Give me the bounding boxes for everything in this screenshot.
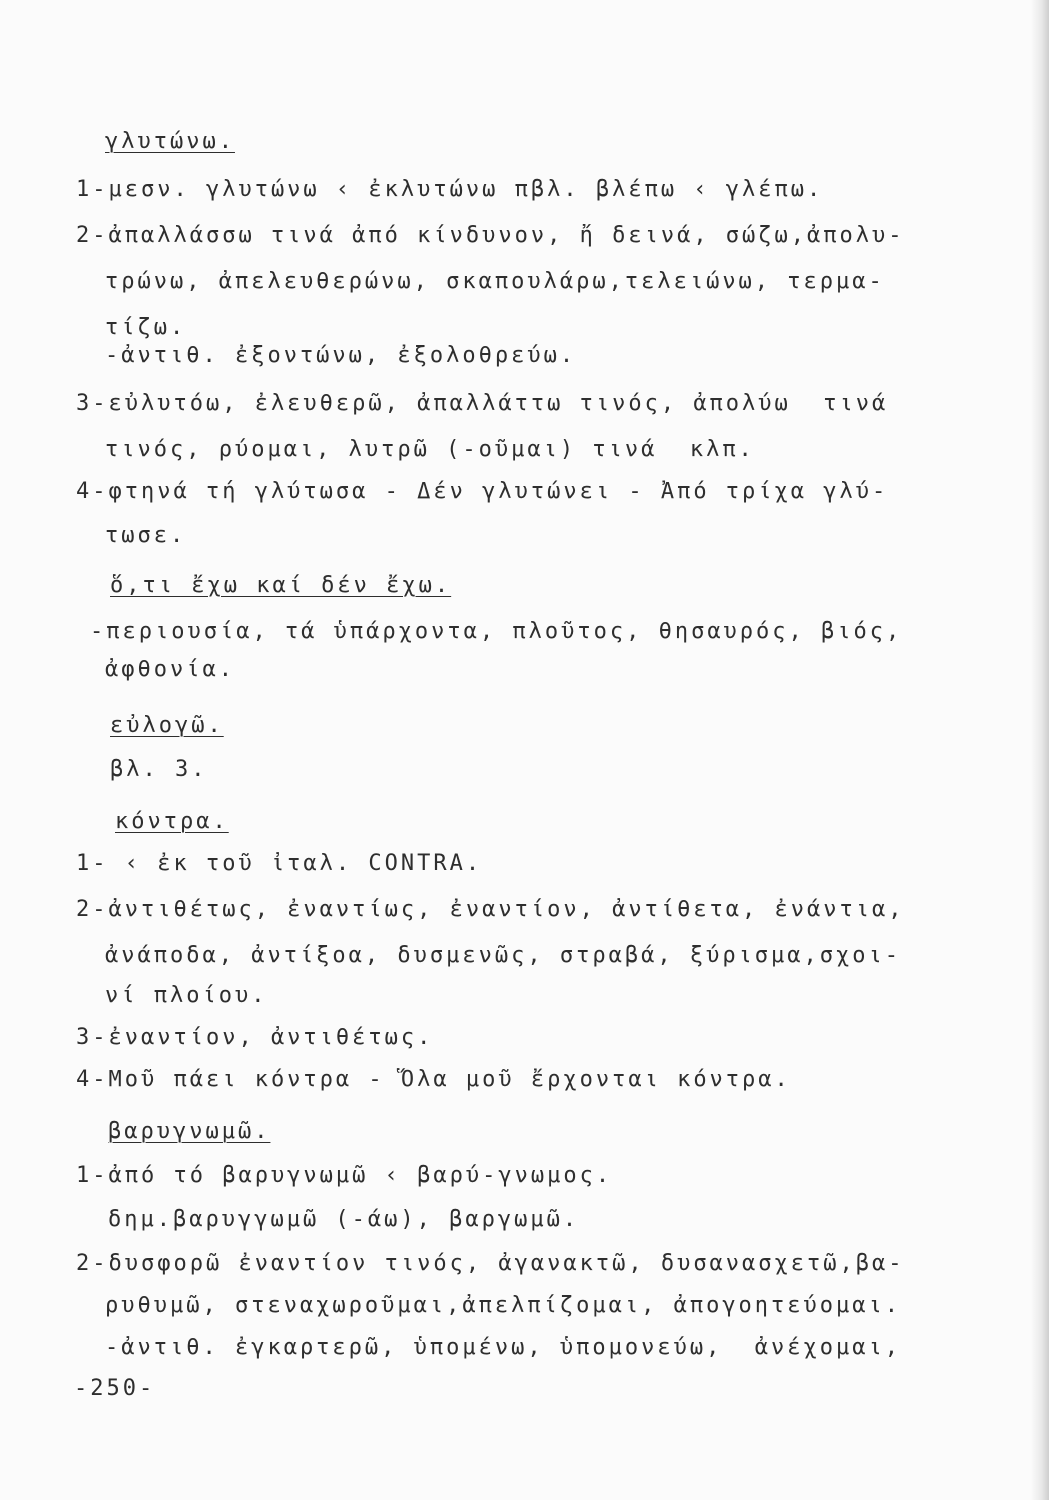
entry-heading-evlogo: εὐλογῶ. <box>110 713 224 738</box>
text-line: δημ.βαρυγγωμῶ (-άω), βαργωμῶ. <box>108 1207 580 1232</box>
text-line: -ἀντιθ. ἐγκαρτερῶ, ὑπομένω, ὑπομονεύω, ἀνέχομαι, <box>105 1335 902 1360</box>
entry-heading-oti: ὅ,τι ἔχω καί δέν ἔχω. <box>110 573 452 598</box>
text-line: ἀφθονία. <box>105 657 235 682</box>
entry-heading-kontra: κόντρα. <box>115 809 229 834</box>
text-line: 4-φτηνά τή γλύτωσα - Δέν γλυτώνει - Ἀπό τρίχα γλύ- <box>76 479 889 504</box>
text-line: τρώνω, ἀπελευθερώνω, σκαπουλάρω,τελειώνω, τερμα- <box>105 269 885 294</box>
text-line: 2-ἀπαλλάσσω τινά ἀπό κίνδυνον, ἤ δεινά, σώζω,ἀπολυ- <box>76 223 905 248</box>
text-line: -ἀντιθ. ἐξοντώνω, ἐξολοθρεύω. <box>105 343 577 368</box>
text-line: ρυθυμῶ, στεναχωροῦμαι,ἀπελπίζομαι, ἀπογοητεύομαι. <box>105 1293 902 1318</box>
text-line: ἀνάποδα, ἀντίξοα, δυσμενῶς, στραβά, ξύρισμα,σχοι- <box>105 943 902 968</box>
text-line: 1-ἀπό τό βαρυγνωμῶ ‹ βαρύ-γνωμος. <box>76 1163 613 1188</box>
text-line: 4-Μοῦ πάει κόντρα - Ὅλα μοῦ ἔρχονται κόντρα. <box>76 1067 791 1092</box>
text-line: τινός, ρύομαι, λυτρῶ (-οῦμαι) τινά κλπ. <box>105 437 755 462</box>
text-line: 3-ἐναντίον, ἀντιθέτως. <box>76 1025 434 1050</box>
text-line: τίζω. <box>105 315 187 340</box>
entry-heading-varygnomo: βαρυγνωμῶ. <box>108 1119 271 1144</box>
text-line: 3-εὐλυτόω, ἐλευθερῶ, ἀπαλλάττω τινός, ἀπολύω τινά <box>76 391 889 416</box>
text-line: τωσε. <box>105 523 187 548</box>
text-line: -περιουσία, τά ὑπάρχοντα, πλοῦτος, θησαυρός, βιός, <box>90 619 903 644</box>
text-line: νί πλοίου. <box>105 983 268 1008</box>
entry-heading-glytono: γλυτώνω. <box>105 129 235 154</box>
page-number: -250- <box>74 1376 156 1401</box>
text-line: 2-δυσφορῶ ἐναντίον τινός, ἀγανακτῶ, δυσανασχετῶ,βα- <box>76 1251 905 1276</box>
text-line: βλ. 3. <box>110 757 208 782</box>
text-line: 2-ἀντιθέτως, ἐναντίως, ἐναντίον, ἀντίθετα, ἐνάντια, <box>76 897 905 922</box>
text-line: 1- ‹ ἐκ τοῦ ἰταλ. CONTRA. <box>76 851 483 876</box>
text-line: 1-μεσν. γλυτώνω ‹ ἐκλυτώνω πβλ. βλέπω ‹ γλέπω. <box>76 177 824 202</box>
